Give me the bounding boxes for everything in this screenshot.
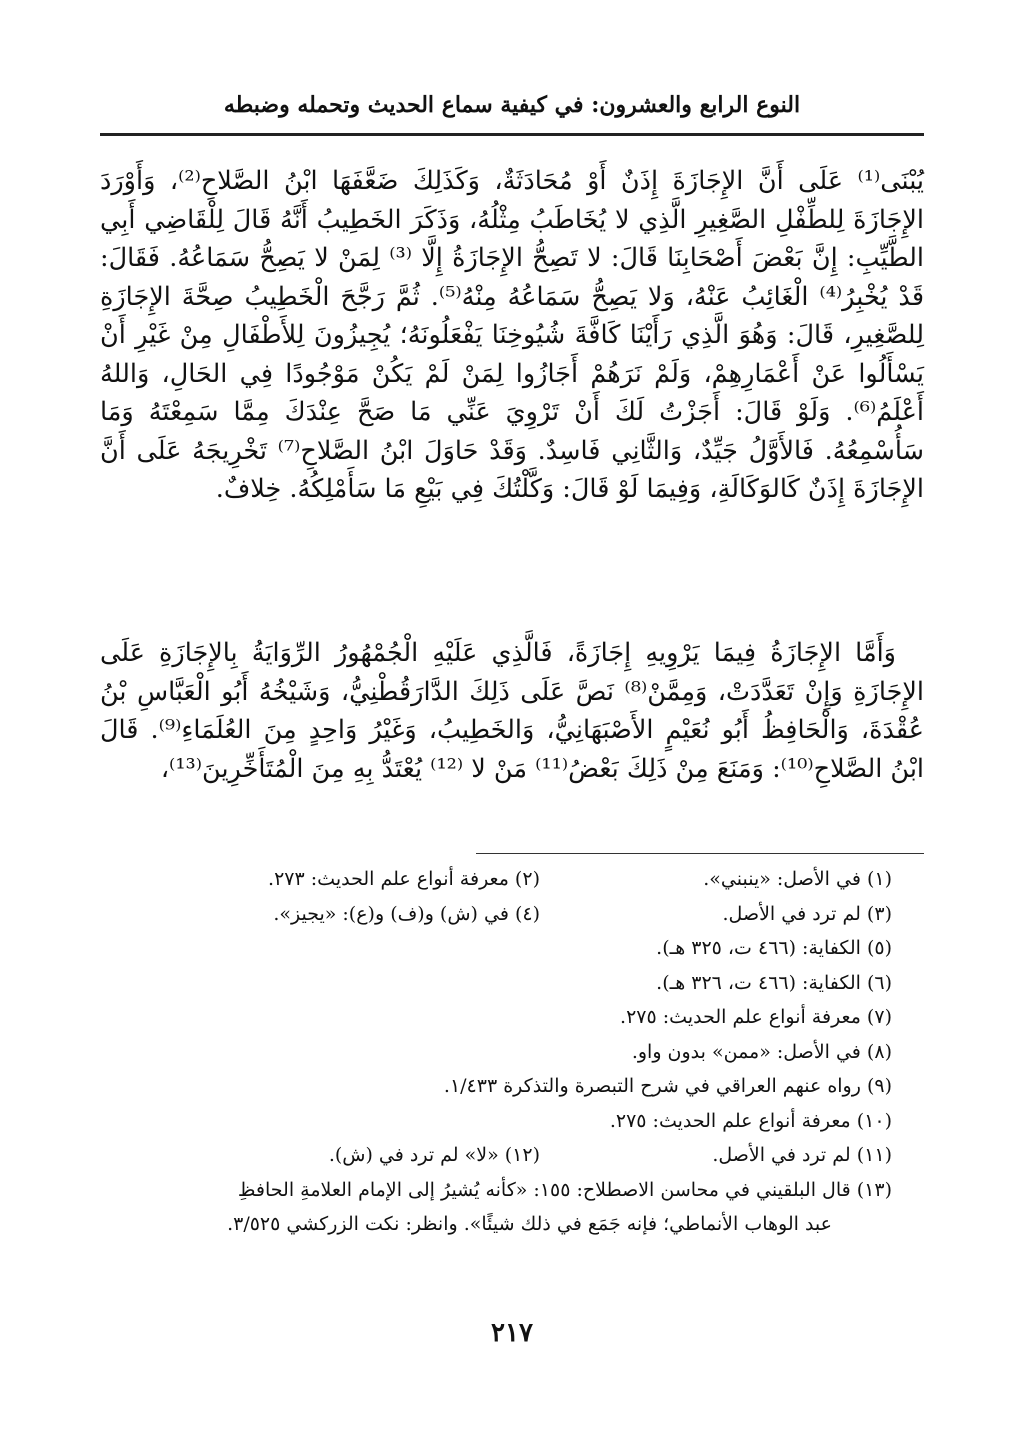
page-number: ٢١٧ bbox=[491, 1318, 533, 1348]
footnote-row bbox=[100, 897, 924, 932]
header-divider bbox=[100, 133, 924, 136]
footnote-1: (١) في الأصل: «ينبني». bbox=[703, 868, 892, 890]
footnote-row bbox=[100, 931, 924, 966]
footnote-7: (٧) معرفة أنواع علم الحديث: ٢٧٥. bbox=[620, 1006, 892, 1028]
footnote-row bbox=[100, 862, 924, 897]
footnote-row bbox=[100, 1035, 924, 1070]
footnote-8: (٨) في الأصل: «ممن» بدون واو. bbox=[631, 1040, 892, 1063]
footnote-5: (٥) الكفاية: (٤٦٦ ت، ٣٢٥ هـ). bbox=[656, 937, 892, 959]
main-paragraph-2: وَأَمَّا الإِجَازَةُ فِيمَا يَرْوِيهِ إِجَازَةً، فَالَّذِي عَلَيْهِ الْجُمْهُورُ الرِّوَايَةُ بِالإِجَازَةِ عَلَى الإِجَازَةِ وَإِنْ تَعَدَّدَتْ، وَمِمَّنْ⁽⁸⁾ نَصَّ عَلَى ذَلِكَ الدَّارَقُطْنِيُّ، وَشَيْخُهُ أَبُو الْعَبَّاسِ بْنُ عُقْدَةَ، وَالْحَافِظُ أَبُو نُعَيْمٍ الأَصْبَهَانِيُّ، وَالخَطِيبُ، وَغَيْرُ وَاحِدٍ مِنَ العُلَمَاءِ⁽⁹⁾. قَالَ ابْنُ الصَّلاحِ⁽¹⁰⁾: وَمَنَعَ مِنْ ذَلِكَ بَعْضُ⁽¹¹⁾ مَنْ لا ⁽¹²⁾ يُعْتَدُّ بِهِ مِنَ الْمُتَأَخِّرِينَ⁽¹³⁾، bbox=[100, 638, 924, 784]
footnote-row bbox=[100, 1104, 924, 1139]
running-header: النوع الرابع والعشرون: في كيفية سماع الحديث وتحمله وضبطه bbox=[223, 92, 801, 118]
footnote-2: (٢) معرفة أنواع علم الحديث: ٢٧٣. bbox=[268, 868, 540, 890]
footnote-13 bbox=[100, 1173, 924, 1242]
footnote-6: (٦) الكفاية: (٤٦٦ ت، ٣٢٦ هـ). bbox=[656, 971, 892, 994]
footnote-9: (٩) رواه عنهم العراقي في شرح التبصرة والتذكرة ١/٤٣٣. bbox=[443, 1075, 892, 1097]
footnote-10: (١٠) معرفة أنواع علم الحديث: ٢٧٥. bbox=[609, 1109, 892, 1132]
footnotes bbox=[100, 862, 924, 1242]
footnote-row bbox=[100, 966, 924, 1001]
footnote-3: (٣) لم ترد في الأصل. bbox=[722, 902, 892, 925]
footnote-row bbox=[100, 1138, 924, 1173]
footnote-row bbox=[100, 1000, 924, 1035]
footnote-divider bbox=[476, 853, 924, 854]
footnote-11: (١١) لم ترد في الأصل. bbox=[712, 1144, 892, 1166]
footnote-13-line-2: عبد الوهاب الأنماطي؛ فإنه جَمَع في ذلك شيئًا». وانظر: نكت الزركشي ٣/٥٢٥. bbox=[227, 1213, 832, 1235]
main-paragraph-1: يُبْنَى⁽¹⁾ عَلَى أَنَّ الإِجَازَةَ إِذَنٌ أَوْ مُحَادَثَةٌ، وَكَذَلِكَ ضَعَّفَهَا ابْنُ الصَّلاحِ⁽²⁾، وَأَوْرَدَ الإِجَازَةَ لِلطِّفْلِ الصَّغِيرِ الَّذِي لا يُخَاطَبُ مِثْلُهُ، وَذَكَرَ الخَطِيبُ أَنَّهُ قَالَ لِلْقَاضِي أَبِي الطَّيِّبِ: إِنَّ بَعْضَ أَصْحَابِنَا قَالَ: لا تَصِحُّ الإِجَازَةُ إِلَّا ⁽³⁾ لِمَنْ لا يَصِحُّ سَمَاعُهُ. فَقَالَ: قَدْ يُخْبِرُ⁽⁴⁾ الْغَائِبُ عَنْهُ، وَلا يَصِحُّ سَمَاعُهُ مِنْهُ⁽⁵⁾. ثُمَّ رَجَّحَ الْخَطِيبُ صِحَّةَ الإِجَازَةِ لِلصَّغِيرِ، قَالَ: وَهُوَ الَّذِي رَأَيْنَا كَافَّةَ شُيُوخِنَا يَفْعَلُونَهُ؛ يُجِيزُونَ لِلأَطْفَالِ مِنْ غَيْرِ أَنْ يَسْأَلُوا عَنْ أَعْمَارِهِمْ، وَلَمْ نَرَهُمْ أَجَازُوا لِمَنْ لَمْ يَكُنْ مَوْجُودًا فِي الحَالِ، وَاللهُ أَعْلَمُ⁽⁶⁾. وَلَوْ قَالَ: أَجَزْتُ لَكَ أَنْ تَرْوِيَ عَنِّي مَا صَحَّ عِنْدَكَ مِمَّا سَمِعْتَهُ وَمَا سَأُسْمِعُهُ. فَالأَوَّلُ جَيِّدٌ، وَالثَّانِي فَاسِدٌ. وَقَدْ حَاوَلَ ابْنُ الصَّلاحِ⁽⁷⁾ تَخْرِيجَهُ عَلَى أَنَّ الإِجَازَةَ إِذَنٌ كَالوَكَالَةِ، وَفِيمَا لَوْ قَالَ: وَكَّلْتُكَ فِي بَيْعِ مَا سَأَمْلِكُهُ. خِلافٌ. bbox=[100, 166, 925, 504]
footnote-row bbox=[100, 1069, 924, 1104]
footnote-13-line-1: (١٣) قال البلقيني في محاسن الاصطلاح: ١٥٥: «كأنه يُشيرُ إلى الإمام العلامةِ الحافظِ bbox=[237, 1178, 892, 1201]
footnote-12: (١٢) «لا» لم ترد في (ش). bbox=[328, 1144, 540, 1166]
footnote-4: (٤) في (ش) و(ف) و(ع): «يجيز». bbox=[273, 902, 540, 925]
